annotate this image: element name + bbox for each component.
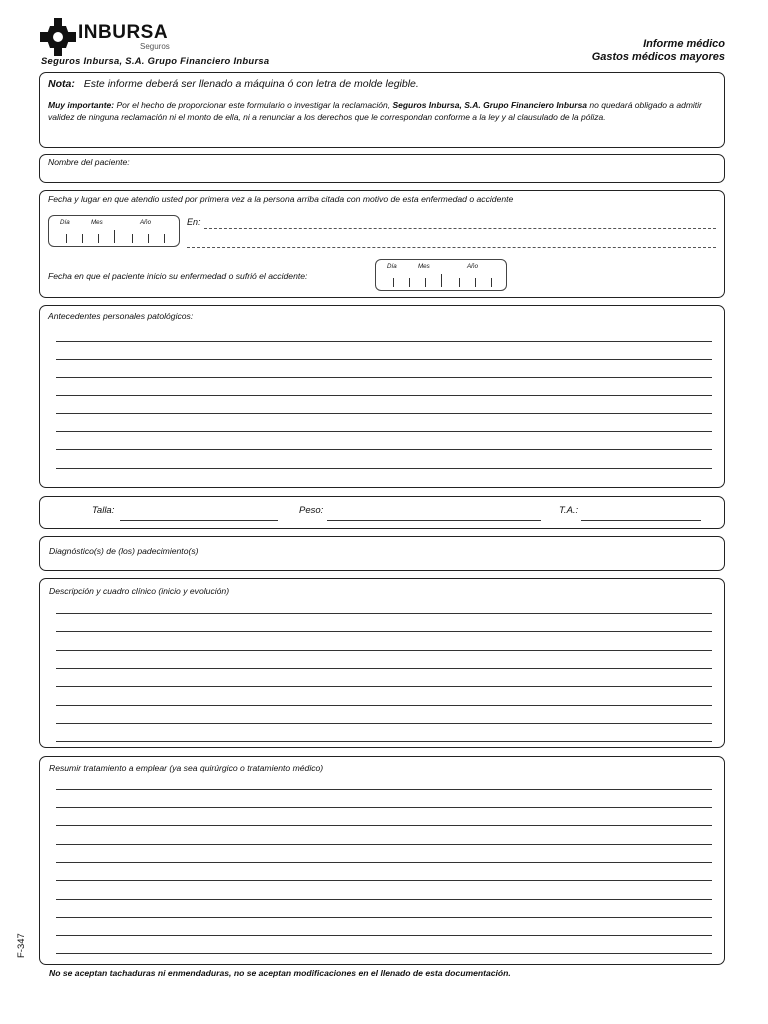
footer-note: No se aceptan tachaduras ni enmendaduras, no se aceptan modificaciones en el llenado de esta documentación. xyxy=(49,968,511,978)
diagnostico-field[interactable] xyxy=(39,536,725,571)
inbursa-emblem-icon xyxy=(40,18,76,56)
inbursa-logo xyxy=(40,18,180,56)
first-visit-date-field[interactable] xyxy=(48,215,180,247)
first-visit-section xyxy=(39,190,725,298)
talla-input[interactable] xyxy=(120,520,278,521)
peso-label: Peso: xyxy=(299,505,324,516)
form-title-line1: Informe médico xyxy=(643,38,725,50)
nota-text: Este informe deberá ser llenado a máquina ó con letra de molde legible. xyxy=(83,78,419,90)
nota-label: Nota: xyxy=(48,78,75,90)
nota-section xyxy=(39,72,725,148)
ta-label: T.A.: xyxy=(559,505,579,516)
onset-date-label: Fecha en que el paciente inicio su enfermedad o sufrió el accidente: xyxy=(48,271,308,281)
month-label: Mes xyxy=(91,219,103,226)
form-code: F-347 xyxy=(16,933,27,958)
antecedentes-section[interactable] xyxy=(39,305,725,488)
important-label: Muy importante: xyxy=(48,100,115,110)
talla-label: Talla: xyxy=(92,505,115,516)
tratamiento-section[interactable] xyxy=(39,756,725,965)
place-input-line-1[interactable] xyxy=(204,228,716,229)
important-text-2: no quedará obligado a admitir validez de ninguna reclamación ni el monto de ella, ni a renunciar a los derechos que le correspondan conforme a la ley y al clausulado de la póliza. xyxy=(48,100,702,122)
year-label: Año xyxy=(467,263,479,270)
important-paragraph xyxy=(48,99,716,123)
year-label: Año xyxy=(140,219,152,226)
day-label: Día xyxy=(387,263,397,270)
form-title xyxy=(592,38,725,63)
onset-date-field[interactable] xyxy=(375,259,507,291)
brand-name: INBURSA xyxy=(78,22,169,43)
nota-line xyxy=(48,78,419,90)
day-label: Día xyxy=(60,219,70,226)
brand-subtitle: Seguros xyxy=(140,42,170,51)
form-title-line2: Gastos médicos mayores xyxy=(591,51,725,63)
important-company: Seguros Inbursa, S.A. Grupo Financiero Inbursa xyxy=(392,100,588,110)
place-input-line-2[interactable] xyxy=(187,247,716,248)
vitals-section xyxy=(39,496,725,529)
peso-input[interactable] xyxy=(327,520,541,521)
descripcion-section[interactable] xyxy=(39,578,725,748)
place-label: En: xyxy=(187,217,201,227)
patient-name-field[interactable] xyxy=(39,154,725,183)
first-visit-label: Fecha y lugar en que atendio usted por primera vez a la persona arriba citada con motivo de esta enfermedad o accidente xyxy=(48,194,514,204)
diagnostico-label: Diagnóstico(s) de (los) padecimiento(s) xyxy=(49,546,199,556)
ta-input[interactable] xyxy=(581,520,701,521)
tratamiento-label: Resumir tratamiento a emplear (ya sea quirúrgico o tratamiento médico) xyxy=(49,763,324,773)
company-name: Seguros Inbursa, S.A. Grupo Financiero Inbursa xyxy=(41,55,270,66)
antecedentes-label: Antecedentes personales patológicos: xyxy=(48,311,194,321)
important-text-1: Por el hecho de proporcionar este formulario o investigar la reclamación, xyxy=(116,100,391,110)
descripcion-label: Descripción y cuadro clínico (inicio y evolución) xyxy=(49,586,230,596)
patient-name-label: Nombre del paciente: xyxy=(48,157,130,167)
month-label: Mes xyxy=(418,263,430,270)
